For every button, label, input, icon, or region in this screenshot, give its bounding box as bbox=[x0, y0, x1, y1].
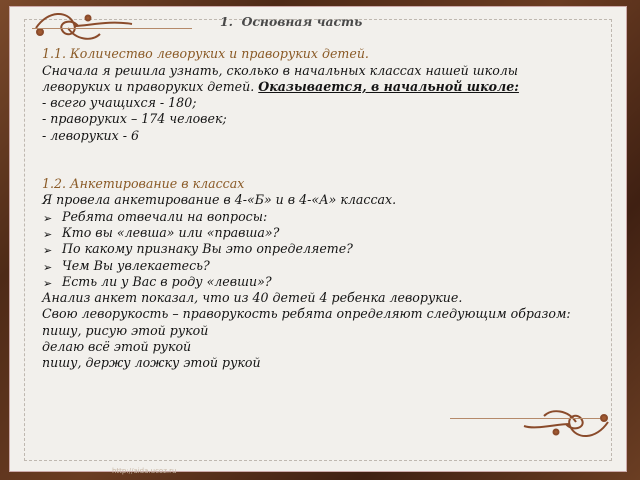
arrow-bullet-icon: ➢ bbox=[43, 227, 53, 241]
question-list bbox=[42, 209, 582, 290]
part1-item: - праворуких – 174 человек; bbox=[42, 111, 227, 127]
list-item-text: Чем Вы увлекаетесь? bbox=[62, 257, 210, 273]
list-item bbox=[42, 258, 582, 274]
section-number: 1. bbox=[220, 14, 233, 29]
analysis-line: Свою леворукость – праворукость ребята определяют следующим образом: bbox=[42, 306, 571, 322]
arrow-bullet-icon: ➢ bbox=[43, 244, 53, 258]
list-item bbox=[42, 209, 582, 225]
analysis-line: пишу, рисую этой рукой bbox=[42, 322, 209, 338]
section-title bbox=[220, 14, 582, 30]
watermark: http://aida.ucoz.ru bbox=[112, 467, 177, 475]
analysis-line: Анализ анкет показал, что из 40 детей 4 ребенка леворукие. bbox=[42, 290, 463, 306]
part1-intro-emphasis: Оказывается, в начальной школе: bbox=[258, 78, 519, 94]
arrow-bullet-icon: ➢ bbox=[43, 276, 53, 290]
part2-intro: Я провела анкетирование в 4-«Б» и в 4-«А» классах. bbox=[42, 192, 397, 208]
section-title-text: Основная часть bbox=[241, 14, 363, 29]
slide-content bbox=[42, 14, 582, 372]
list-item-text: По какому признаку Вы это определяете? bbox=[62, 241, 353, 257]
arrow-bullet-icon: ➢ bbox=[43, 211, 53, 225]
part1-title: 1.1. Количество леворуких и праворуких детей. bbox=[42, 46, 369, 62]
list-item bbox=[42, 274, 582, 290]
analysis-line: делаю всё этой рукой bbox=[42, 339, 192, 355]
analysis-line: пишу, держу ложку этой рукой bbox=[42, 355, 261, 371]
part1-intro-text: Сначала я решила узнать, сколько в начальных классах нашей школы леворуких и праворуких детей. bbox=[42, 62, 519, 94]
list-item-text: Есть ли у Вас в роду «левши»? bbox=[62, 273, 272, 289]
list-item-text: Кто вы «левша» или «правша»? bbox=[62, 224, 280, 240]
list-item-text: Ребята отвечали на вопросы: bbox=[62, 208, 268, 224]
list-item bbox=[42, 241, 582, 257]
part1-item: - леворуких - 6 bbox=[42, 127, 140, 143]
ornament-line bbox=[450, 418, 600, 419]
arrow-bullet-icon: ➢ bbox=[43, 260, 53, 274]
part1-item: - всего учащихся - 180; bbox=[42, 95, 197, 111]
swirl-ornament-icon bbox=[520, 404, 616, 444]
part1-intro bbox=[42, 63, 582, 96]
part2-title: 1.2. Анкетирование в классах bbox=[42, 176, 245, 192]
list-item bbox=[42, 225, 582, 241]
